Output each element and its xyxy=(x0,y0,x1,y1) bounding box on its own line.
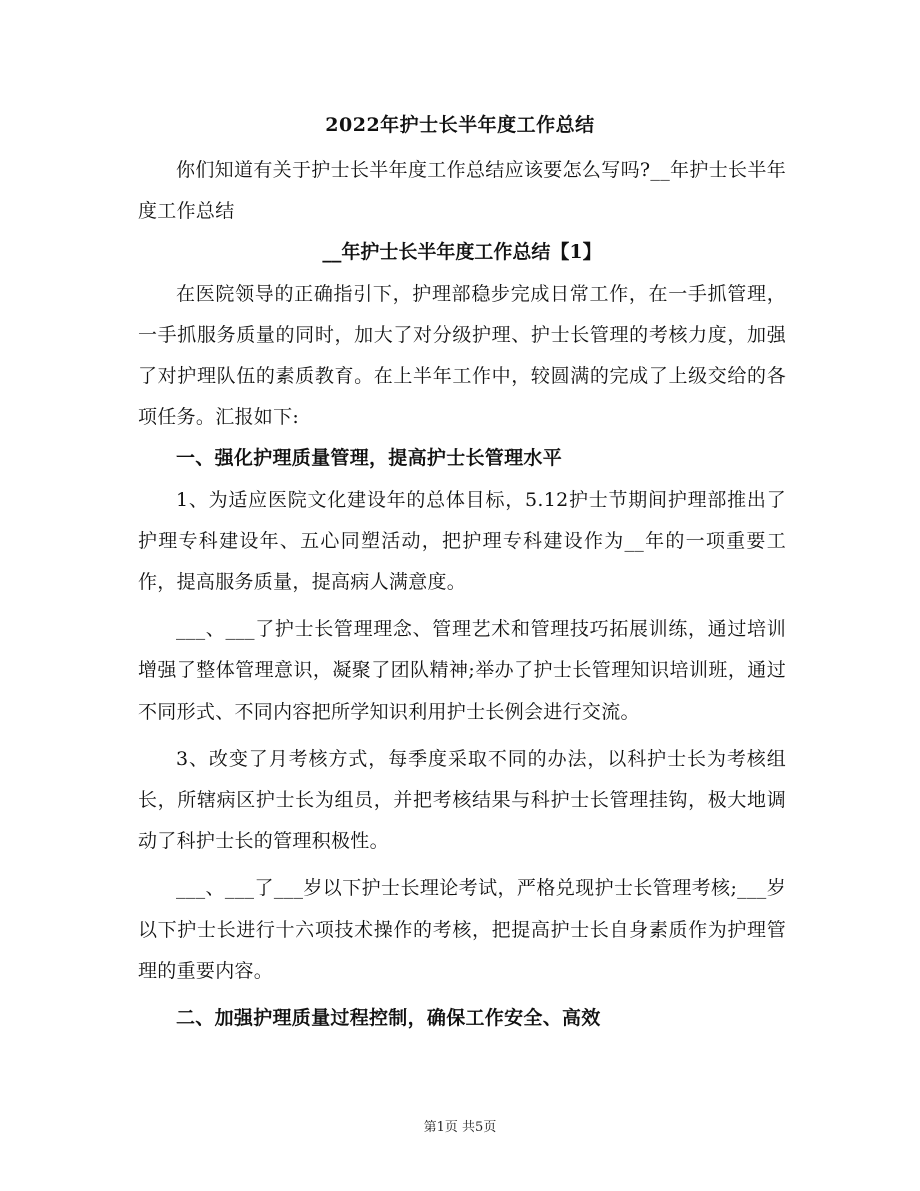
list-item-1: 1、为适应医院文化建设年的总体目标，5.12护士节期间护理部推出了护理专科建设年、五心同塑活动，把护理专科建设作为__年的一项重要工作，提高服务质量，提高病人满意度。 xyxy=(138,488,786,594)
heading-1: 一、强化护理质量管理，提高护士长管理水平 xyxy=(176,447,563,470)
document-title: 2022年护士长半年度工作总结 xyxy=(325,114,595,136)
list-item-4: ___、___了___岁以下护士长理论考试，严格兑现护士长管理考核;___岁以下护士长进行十六项技术操作的考核，把提高护士长自身素质作为护理管理的重要内容。 xyxy=(138,877,786,982)
paragraph-1: 在医院领导的正确指引下，护理部稳步完成日常工作，在一手抓管理，一手抓服务质量的同时，加大了对分级护理、护士长管理的考核力度，加强了对护理队伍的素质教育。在上半年工作中，较圆满的完成了上级交给的各项任务。汇报如下: xyxy=(138,282,786,429)
list-item-2: ___、___了护士长管理理念、管理艺术和管理技巧拓展训练，通过培训增强了整体管理意识，凝聚了团队精神;举办了护士长管理知识培训班，通过不同形式、不同内容把所学知识利用护士长例会进行交流。 xyxy=(138,618,786,723)
list-item-3: 3、改变了月考核方式，每季度采取不同的办法，以科护士长为考核组长，所辖病区护士长为组员，并把考核结果与科护士长管理挂钩，极大地调动了科护士长的管理积极性。 xyxy=(138,747,786,853)
page-number: 第1页 共5页 xyxy=(423,1120,497,1135)
document-body xyxy=(138,150,786,1039)
section-heading: __年护士长半年度工作总结【1】 xyxy=(322,241,602,264)
intro-paragraph: 你们知道有关于护士长半年度工作总结应该要怎么写吗?__年护士长半年度工作总结 xyxy=(138,159,786,223)
heading-2: 二、加强护理质量过程控制，确保工作安全、高效 xyxy=(176,1007,601,1030)
